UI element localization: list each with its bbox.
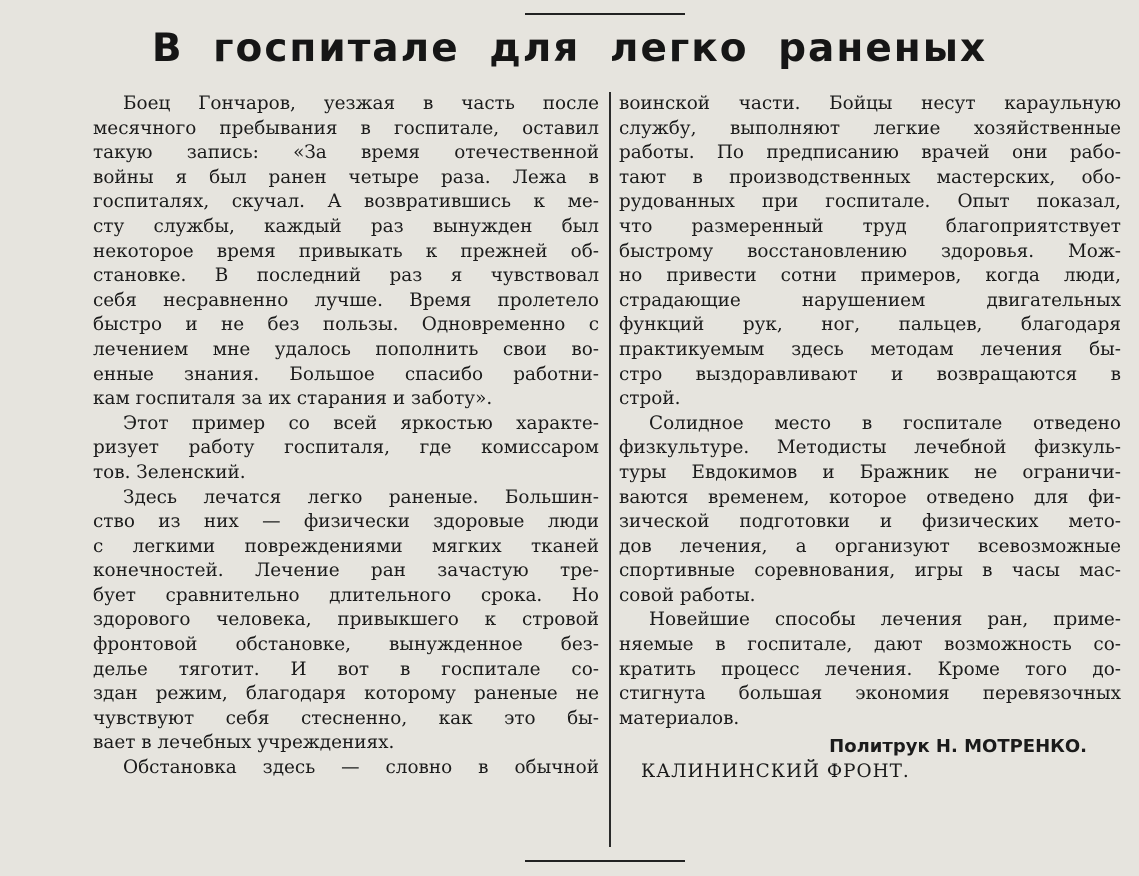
text-line: становке. В последний раз я чувствовал <box>93 265 599 287</box>
right-column <box>619 92 1121 785</box>
text-line: страдающие нарушением двигательных <box>619 289 1121 311</box>
text-line: работы. По предписанию врачей они рабо- <box>619 142 1121 164</box>
text-line: ризует работу госпиталя, где комиссаром <box>93 437 599 459</box>
text-line: физкультуре. Методисты лечебной физкуль- <box>619 437 1121 459</box>
text-line: Обстановка здесь — словно в обычной <box>123 757 599 779</box>
column-divider <box>609 92 611 847</box>
text-line: спортивные соревнования, игры в часы мас- <box>619 560 1121 582</box>
text-line: кратить процесс лечения. Кроме того до- <box>619 658 1121 680</box>
text-line: строй. <box>619 388 681 410</box>
text-line: рудованных при госпитале. Опыт показал, <box>619 191 1121 213</box>
text-line: кам госпиталя за их старания и заботу». <box>93 388 493 410</box>
text-line: фронтовой обстановке, вынужденное без- <box>93 634 599 656</box>
text-line: госпиталях, скучал. А возвратившись к ме- <box>93 191 599 213</box>
text-line: себя несравненно лучше. Время пролетело <box>93 289 599 311</box>
right-column-lines <box>619 92 1121 731</box>
text-line: такую запись: «За время отечественной <box>93 142 599 164</box>
text-line: некоторое время привыкать к прежней об- <box>93 240 599 262</box>
text-line: Новейшие способы лечения ран, приме- <box>649 609 1121 631</box>
text-line: месячного пребывания в госпитале, оставил <box>93 117 599 139</box>
text-line: зической подготовки и физических мето- <box>619 511 1121 533</box>
dateline-front: КАЛИНИНСКИЙ ФРОНТ. <box>641 761 910 783</box>
text-line: с легкими повреждениями мягких тканей <box>93 535 599 557</box>
text-line: функций рук, ног, пальцев, благодаря <box>619 314 1121 336</box>
text-line: стро выздоравливают и возвращаются в <box>619 363 1121 385</box>
text-line: вает в лечебных учреждениях. <box>93 732 395 754</box>
text-line: туры Евдокимов и Бражник не ограничи- <box>619 461 1121 483</box>
top-rule <box>525 13 685 15</box>
bottom-rule <box>525 860 685 862</box>
text-line: тают в производственных мастерских, обо- <box>619 166 1121 188</box>
text-line: сту службы, каждый раз вынужден был <box>93 215 599 237</box>
text-line: енные знания. Большое спасибо работни- <box>93 363 599 385</box>
text-line: Боец Гончаров, уезжая в часть после <box>123 93 599 114</box>
text-line: делье тяготит. И вот в госпитале со- <box>93 658 599 680</box>
author-signature: Политрук Н. МОТРЕНКО. <box>829 736 1087 758</box>
text-line: практикуемым здесь методам лечения бы- <box>619 338 1121 360</box>
text-line: конечностей. Лечение ран зачастую тре- <box>93 560 599 582</box>
text-line: но привести сотни примеров, когда люди, <box>619 265 1121 287</box>
text-line: здорового человека, привыкшего к стровой <box>93 609 599 631</box>
text-line: что размеренный труд благоприятствует <box>619 215 1121 237</box>
text-line: стигнута большая экономия перевязочных <box>619 683 1121 705</box>
text-line: тов. Зеленский. <box>93 461 246 483</box>
article-title: В госпитале для легко раненых <box>151 26 988 71</box>
text-line: материалов. <box>619 707 740 729</box>
text-line: Солидное место в госпитале отведено <box>649 412 1121 434</box>
text-line: службу, выполняют легкие хозяйственные <box>619 117 1121 139</box>
text-line: лечением мне удалось пополнить свои во- <box>93 338 599 360</box>
text-line: войны я был ранен четыре раза. Лежа в <box>93 166 599 188</box>
text-line: бует сравнительно длительного срока. Но <box>93 584 599 606</box>
text-line: воинской части. Бойцы несут караульную <box>619 93 1121 114</box>
text-line: няемые в госпитале, дают возможность со- <box>619 634 1121 656</box>
text-line: чувствуют себя стесненно, как это бы- <box>93 707 599 729</box>
text-line: Этот пример со всей яркостью характе- <box>123 412 599 434</box>
text-line: дов лечения, а организуют всевозможные <box>619 535 1121 557</box>
text-line: ство из них — физически здоровые люди <box>93 511 599 533</box>
left-column <box>93 92 599 781</box>
text-line: Здесь лечатся легко раненые. Большин- <box>123 486 599 508</box>
text-line: здан режим, благодаря которому раненые не <box>93 683 599 705</box>
text-line: ваются временем, которое отведено для фи- <box>619 486 1121 508</box>
text-line: совой работы. <box>619 584 756 606</box>
text-line: быстро и не без пользы. Одновременно с <box>93 314 599 336</box>
text-line: быстрому восстановлению здоровья. Мож- <box>619 240 1121 262</box>
